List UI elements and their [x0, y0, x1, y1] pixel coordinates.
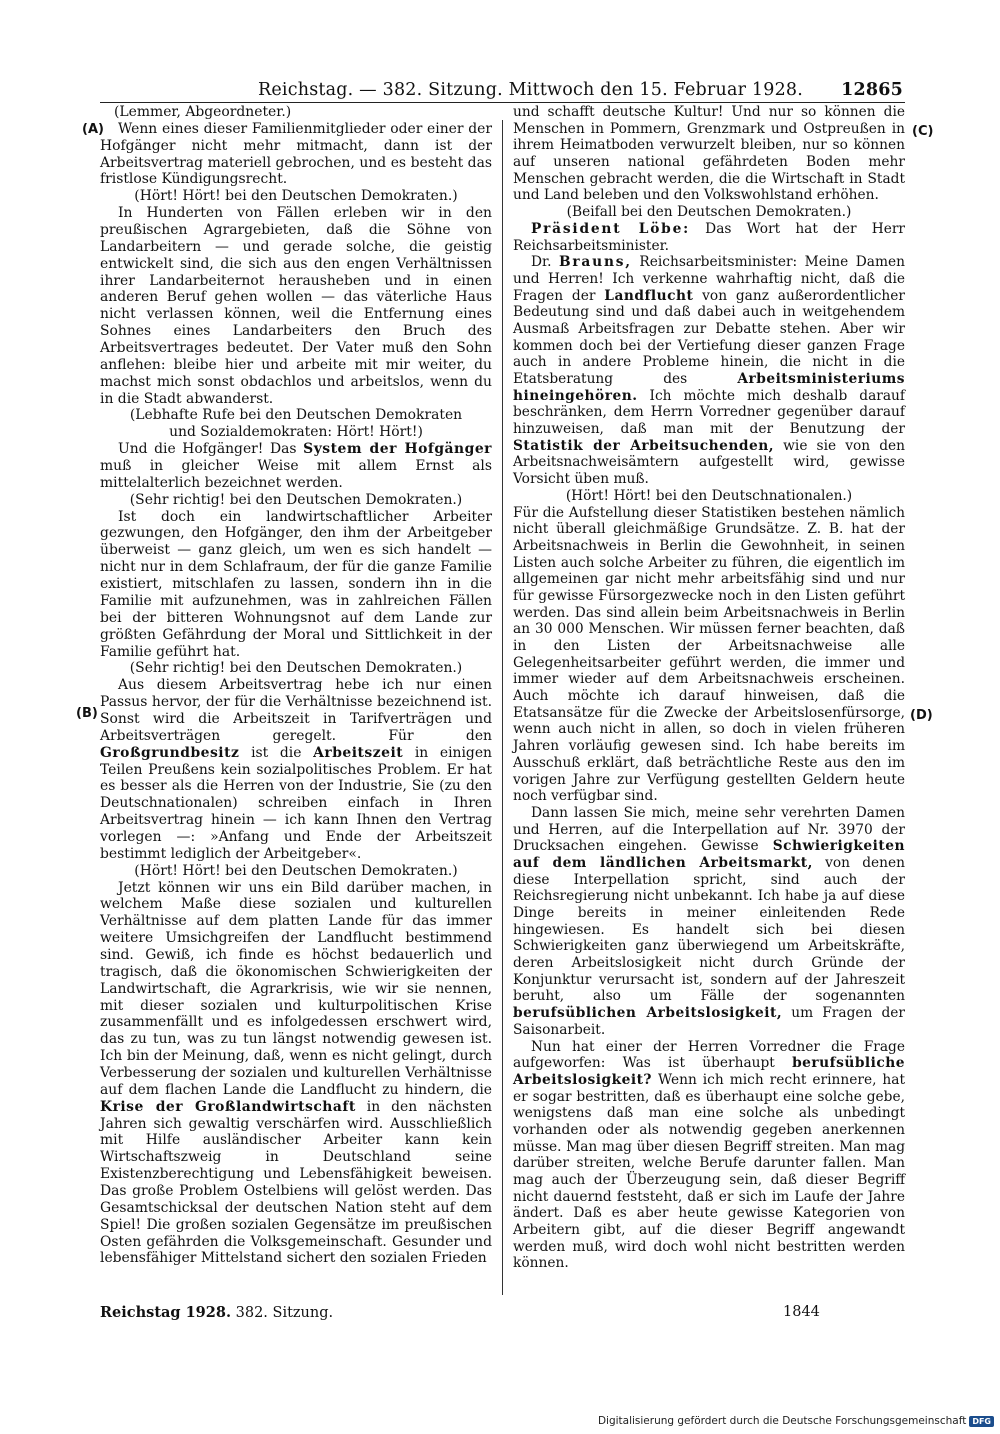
text-run: Wenn ich mich recht erinnere, hat er sogar bestritten, daß es überhaupt eine solche gebe, wenigstens daß man eine solche als unbedingt vorhanden oder als notwendig gegeben anerkennen müsse. Man mag über diesen Begriff streiten. Man mag darüber streiten, welche Berufe darunter fallen. Man mag auch der Überzeugung sein, daß dieser Begriff nicht dauernd feststeht, daß er sich im Laufe der Jahre ändert. Daß es aber heute gewisse Kategorien von Arbeitern gibt, auf die dieser Begriff angewandt werden muß, wird doch wohl nicht bestritten werden können.	[513, 1071, 905, 1272]
emphasis: berufsüblichen Arbeitslosigkeit,	[513, 1005, 783, 1022]
text-run: Ich möchte mich deshalb darauf beschränken, dem Herrn Vorredner gegenüber darauf hinzuweisen, daß man mit der Benutzung der	[513, 387, 906, 438]
speaker-name: Brauns,	[558, 254, 632, 271]
paragraph: Wenn eines dieser Familienmitglieder oder einer der Hofgänger nicht mehr mitmacht, dann ist der Arbeitsvertrag materiell gebrochen, und es besteht das fristlose Kündigungsrecht.	[100, 120, 492, 188]
paragraph	[513, 805, 905, 1039]
paragraph	[100, 677, 492, 862]
emphasis: Landflucht	[604, 287, 694, 304]
paragraph	[513, 1039, 905, 1273]
column-divider	[502, 120, 503, 1295]
text-run: von denen diese Interpellation spricht, sind auch der Reichsregierung nicht unbekannt. Ich habe ja auf diese Dinge bereits in meiner einleitenden Rede hingewiesen. Es handelt sich bei diesen Schwierigkeiten ganz überwiegend um Arbeitskräfte, deren Arbeitslosigkeit nicht durch Gründe der Konjunktur verursacht ist, sondern auf der Jahreszeit beruht, also um Fälle der sogenannten	[513, 854, 906, 1005]
credit-text: Digitalisierung gefördert durch die Deutsche Forschungsgemeinschaft	[597, 1415, 967, 1427]
speaker-header	[100, 104, 492, 121]
text-run: Nun hat einer der Herren Vorredner die Frage aufgeworfen: Was ist überhaupt	[513, 1038, 905, 1072]
margin-marker-b: (B)	[76, 706, 98, 721]
text-run: Jetzt können wir uns ein Bild darüber machen, in welchem Maße diese sozialen und kulturellen Verhältnisse auf dem platten Lande für das immer weitere Umsichgreifen der Landflucht bestimmend sind. Gewiß, ich finde es höchst bedauerlich und tragisch, daß die ökonomischen Schwierigkeiten der Landwirtschaft, die Agrarkrisis, wie wir sie nennen, mit dieser sozialen und kulturpolitischen Krise zusammenfällt und es infolgedessen erschwert wird, das zu tun, was zu tun längst notwendig gewesen ist. Ich bin der Meinung, daß, wenn es nicht gelingt, durch Verbesserung der sozialen und kulturellen Verhältnisse auf dem flachen Lande die Landflucht zu hindern, die	[100, 879, 492, 1098]
interjection: (Hört! Hört! bei den Deutschen Demokraten.)	[134, 862, 458, 879]
text-run: Aus diesem Arbeitsvertrag hebe ich nur einen Passus hervor, der für die Verhältnisse bezeichnend ist. Sonst wird die Arbeitszeit in Tarifverträgen und Arbeitsverträgen geregelt. Für den	[100, 677, 492, 744]
interjection: (Sehr richtig! bei den Deutschen Demokraten.)	[129, 660, 463, 677]
interjection: (Hört! Hört! bei den Deutschnationalen.)	[565, 487, 853, 504]
emphasis: Großgrundbesitz	[100, 744, 240, 761]
text-run: von ganz außerordentlicher Bedeutung sind und daß dabei auch in weitgehendem Ausmaß Arbeitsfragen zur Debatte stehen. Aber wir kommen doch bei der Vertiefung dieser ganzen Frage auch in andere Probleme hinein, die nicht in die Etatsberatung des	[513, 287, 905, 387]
right-column	[513, 104, 905, 1272]
sheet-number: 1844	[783, 1304, 820, 1320]
paragraph: und schafft deutsche Kultur! Und nur so können die Menschen in Pommern, Grenzmark und Ostpreußen in ihrem Heimatboden verwurzelt bleiben, nur so können auf unseren national gefährdeten Boden mehr Menschen gebracht werden, die die Wirtschaft in Stadt und Land beleben und den Volkswohlstand erhöhen.	[513, 104, 905, 204]
text-run: in den nächsten Jahren sich gewaltig verschärfen wird. Ausschließlich mit Hilfe ausländischer Arbeiter kann kein Wirtschaftszweig in Deutschland seine Existenzberechtigung und Lebensfähigkeit beweisen. Das große Problem Ostelbiens will gelöst werden. Das Gesamtschicksal der deutschen Nation steht auf dem Spiel! Die großen sozialen Gegensätze im preußischen Osten gefährden die Volksgemeinschaft. Gesunder und lebensfähiger Mittelstand sichert den sozialen Frieden	[100, 1098, 492, 1267]
dfg-logo: DFG	[969, 1416, 994, 1427]
emphasis: Arbeitszeit	[313, 744, 404, 761]
paragraph	[100, 880, 492, 1268]
text-run: Reichsarbeitsminister: Meine Damen und Herren! Ich verkenne wahrhaftig nicht, daß die Fragen der	[513, 254, 906, 304]
interjection: und Sozialdemokraten: Hört! Hört!)	[169, 424, 423, 441]
emphasis: Schwierigkeiten auf dem ländlichen Arbeitsmarkt,	[513, 838, 905, 871]
paragraph: Für die Aufstellung dieser Statistiken bestehen nämlich nicht überall gleichmäßige Grundsätze. Z. B. hat der Arbeitsnachweis in Berlin die Gewohnheit, in seinen Listen auch solche Arbeiter zu führen, die eigentlich im allgemeinen gar nicht mehr arbeitsfähig sind und nur für gewisse Fürsorgezwecke noch in den Listen geführt werden. Das sind allein beim Arbeitsnachweis in Berlin an 30 000 Menschen. Wir müssen ferner beachten, daß in den Listen der Arbeitsnachweise alle Gelegenheitsarbeiter geführt werden, die immer und immer wieder auf dem Arbeitsnachweis erscheinen. Auch möchte ich darauf hinweisen, daß die Etatsansätze für die Zwecke der Arbeitslosenfürsorge, wenn auch nicht in allen, so doch in vielen früheren Jahren vorläufig gewesen sind. Ich habe bereits im Ausschuß erklärt, daß beträchtliche Reste aus den im vorigen Jahre zur Verfügung gestellten Geldern heute noch verfügbar sind.	[513, 504, 905, 805]
emphasis: System der Hofgänger	[303, 441, 492, 458]
text-run: Dann lassen Sie mich, meine sehr verehrten Damen und Herren, auf die Interpellation auf Nr. 3970 der Drucksachen eingehen. Gewisse	[513, 804, 905, 855]
footer-signature-rest: 382. Sitzung.	[235, 1305, 334, 1321]
text-run: um Fragen der Saisonarbeit.	[513, 1005, 905, 1038]
text-run: in einigen Teilen Preußens kein sozialpolitisches Problem. Er hat es besser als die Herren von der Industrie, Sie (zu den Deutschnationalen) schreiben einfach in Ihren Arbeitsvertrag hinein — ich kann Ihnen den Vertrag vorlegen —: »Anfang und Ende der Arbeitszeit bestimmt lediglich der Arbeitgeber«.	[100, 744, 492, 862]
interjection: (Hört! Hört! bei den Deutschen Demokraten.)	[134, 188, 458, 205]
emphasis: Statistik der Arbeitsuchenden,	[513, 437, 775, 454]
text-run: muß in gleicher Weise mit allem Ernst als mittelalterlich bezeichnet werden.	[100, 458, 492, 491]
running-title: Reichstag. — 382. Sitzung. Mittwoch den 15. Februar 1928.	[258, 80, 804, 100]
text-run: Und die Hofgänger! Das	[118, 441, 297, 458]
speaker-header-text: (Lemmer, Abgeordneter.)	[114, 104, 292, 120]
text-run: wie sie von den Arbeitsnachweisämtern aufgestellt wird, gewisse Vorsicht üben muß.	[513, 437, 905, 488]
speaker-name: Präsident Löbe:	[531, 220, 691, 237]
margin-marker-a: (A)	[82, 122, 104, 137]
text-run: Das Wort hat der Herr Reichsarbeitsminister.	[513, 220, 905, 254]
emphasis: Krise der Großlandwirtschaft	[100, 1098, 356, 1115]
footer-signature	[100, 1304, 333, 1321]
header-rule	[100, 102, 905, 103]
speaker-title: Dr.	[531, 254, 552, 271]
left-column	[100, 104, 492, 1267]
page-number: 12865	[841, 80, 903, 100]
emphasis: Arbeitsministeriums hineingehören.	[513, 371, 905, 404]
interjection: (Sehr richtig! bei den Deutschen Demokraten.)	[129, 491, 463, 508]
text-run: ist die	[251, 744, 302, 761]
interjection: (Beifall bei den Deutschen Demokraten.)	[566, 204, 852, 221]
margin-marker-d: (D)	[910, 708, 933, 723]
paragraph	[100, 441, 492, 492]
emphasis: berufsübliche Arbeitslosigkeit?	[513, 1055, 905, 1088]
president-remark	[513, 221, 905, 254]
paragraph: Ist doch ein landwirtschaftlicher Arbeiter gezwungen, den Hofgänger, den ihm der Arbeitgeber überweist — ganz gleich, um wen es sich handelt — nicht nur in dem Schlafraum, der für die ganze Familie existiert, mitschlafen zu lassen, sondern ihn in die Familie mit aufzunehmen, was in zahlreichen Fällen bei der bitteren Wohnungsnot auf dem Lande zur größten Gefährdung der Moral und Sittlichkeit in der Familie geführt hat.	[100, 508, 492, 660]
interjection: (Lebhafte Rufe bei den Deutschen Demokraten	[129, 407, 463, 424]
margin-marker-c: (C)	[912, 124, 934, 139]
speech-opening	[513, 254, 905, 488]
digitization-credit	[598, 1415, 994, 1427]
footer-signature-bold: Reichstag 1928.	[100, 1304, 232, 1321]
paragraph: In Hunderten von Fällen erleben wir in den preußischen Agrargebieten, daß die Söhne von Landarbeitern — und gerade solche, die geistig entwickelt sind, die sich aus den engen Verhältnissen ihrer Landarbeiternot herausheben und in einen anderen Beruf gehen wollen — das väterliche Haus nicht verlassen können, weil die Entfernung eines Sohnes eines Landarbeiters den Bruch des Arbeitsvertrages bedeutet. Der Vater muß den Sohn anflehen: bleibe hier und arbeite mit mir weiter, du machst mich sonst obdachlos und arbeitslos, wenn du in die Stadt abwanderst.	[100, 205, 492, 407]
